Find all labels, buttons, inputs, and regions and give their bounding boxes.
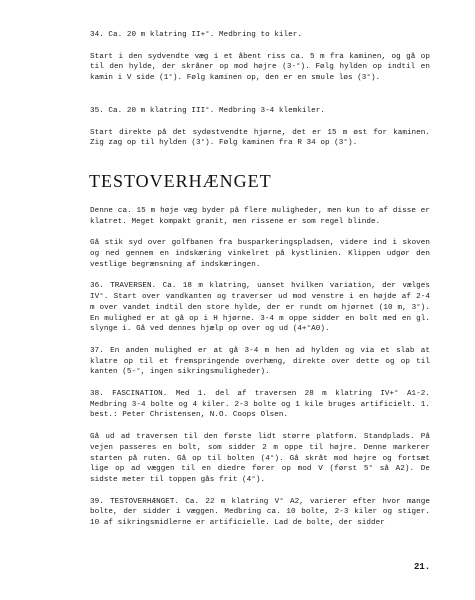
route-39-text: 39. TESTOVERHÆNGET. Ca. 22 m klatring V° A2, varierer efter hvor mange bolte, der sidder i væggen. Medbring ca. 10 bolte, 2-3 kiler og stiger. 10 af sikringsmidlerne er artificielle. Lad de bolte, der sidder bbox=[90, 497, 430, 528]
route-35-heading: 35. Ca. 20 m klatring III°. Medbring 3-4 klemkiler. bbox=[90, 106, 325, 115]
route-35-description: Start direkte på det sydøstvendte hjørne, det er 15 m øst for kaminen. Zig zag op til hylden (3°). Følg kaminen fra R 34 op (3°). bbox=[90, 128, 430, 148]
route-36-text: 36. TRAVERSEN. Ca. 18 m klatring, uanset hvilken variation, der vælges IV°. Start over vandkanten og traverser ud mod venstre i en højde af 2-4 m over vandet indtil den store hylde, der er rundt om hjørnet (10 m, 3°). En mulighed er at gå op i H hjørne. 3-4 m oppe sidder en bolt med en gl. slynge i. Gå ved dennes hjælp op over og ud (4+°A0). bbox=[90, 282, 430, 334]
route-38-text: 38. FASCINATION. Med 1. del af traversen 28 m klatring IV+° A1-2. Medbring 3-4 bolte og 4 kiler. 2-3 bolte og 1 kile bruges artificielt. 1. best.: Peter Christensen, N.O. Coops Olsen. bbox=[90, 390, 430, 420]
route-38-description: Gå ud ad traversen til den første lidt større platform. Standplads. På vejen passeres en bolt, som sidder 2 m oppe til højre. Denne markerer starten på ruten. Gå op til bolten (4°). Gå skråt mod højre og fortsæt lige op ad væggen til en diedre fører op mod V (først 5° så A2). De sidste meter til toppen gås frit (4°). bbox=[90, 433, 430, 484]
section-approach-paragraph: Gå stik syd over golfbanen fra busparkeringspladsen, videre ind i skoven og ned gennem en indskæring vinkelret på kystlinien. Klippen udgør den vestlige begrænsning af indskæringen. bbox=[90, 239, 430, 269]
page-content bbox=[90, 30, 430, 540]
route-37-text: 37. En anden mulighed er at gå 3-4 m hen ad hylden og via et slab at klatre op til et fremspringende overhæng, direkte over dette og op til kanten (5-°, ingen sikringsmuligheder). bbox=[90, 346, 430, 377]
route-34-description: Start i den sydvendte væg i et åbent riss ca. 5 m fra kaminen, og gå op til den hylde, der skråner op mod højre (3-°). Følg hylden op indtil en kamin i V side (1°). Følg kaminen op, den er en smule løs (3°). bbox=[90, 52, 430, 83]
section-intro-paragraph: Denne ca. 15 m høje væg byder på flere muligheder, men kun to af disse er klatret. Meget kompakt granit, men rissene er som regel blinde. bbox=[90, 206, 430, 226]
section-title: TESTOVERHÆNGET bbox=[89, 170, 272, 191]
route-34-heading: 34. Ca. 20 m klatring II+°. Medbring to kiler. bbox=[90, 31, 302, 39]
page-number: 21. bbox=[414, 562, 431, 572]
